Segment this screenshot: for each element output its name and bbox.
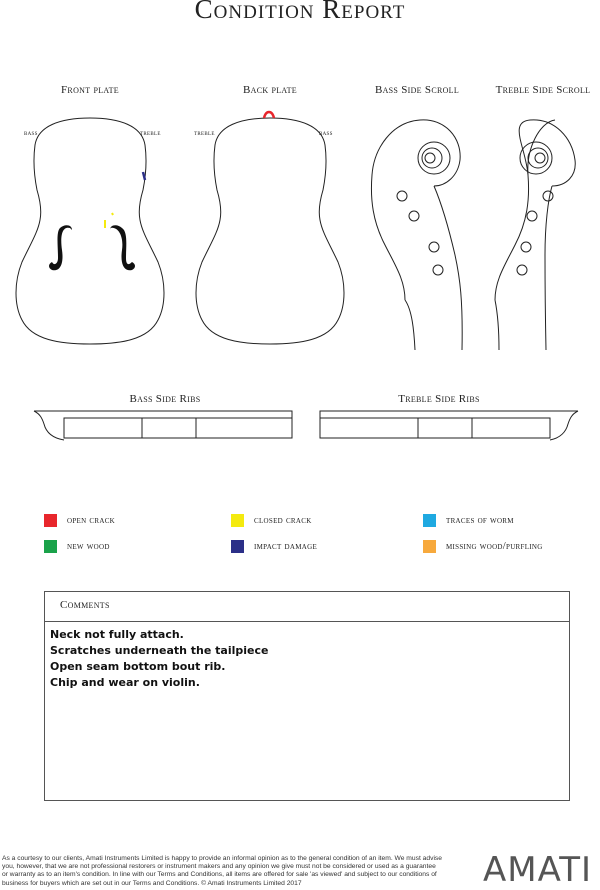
bass-ribs-outline (34, 411, 292, 440)
treble-ribs-label: Treble Side Ribs (398, 393, 480, 405)
comment-line: Neck not fully attach. (50, 628, 184, 641)
legend-new-wood: new wood (44, 539, 110, 553)
comment-line: Scratches underneath the tailpiece (50, 644, 269, 657)
legend-impact-damage: impact damage (231, 539, 317, 553)
comments-header (45, 592, 569, 622)
missing-wood-swatch (423, 540, 436, 553)
impact-damage-swatch (231, 540, 244, 553)
new-wood-swatch (44, 540, 57, 553)
back-plate-outline (196, 118, 344, 344)
bass-scroll-outline (371, 120, 462, 350)
legend-missing-wood: missing wood/purfling (423, 539, 543, 553)
brand-logo: AMATI (482, 850, 592, 890)
open-crack-mark (264, 112, 274, 118)
front-treble-label: treble (140, 129, 161, 137)
treble-scroll-outline (495, 120, 575, 350)
treble-ribs-outline (320, 411, 578, 440)
page-title: Condition Report (194, 0, 406, 24)
f-holes (49, 225, 135, 270)
treble-scroll-label: Treble Side Scroll (495, 84, 591, 96)
closed-crack-swatch (231, 514, 244, 527)
legend-open-crack: open crack (44, 513, 115, 527)
comment-line: Open seam bottom bout rib. (50, 660, 226, 673)
comments-text (50, 627, 268, 691)
legend-closed-crack: closed crack (231, 513, 312, 527)
comments-box (44, 591, 570, 801)
comments-title: Comments (60, 599, 110, 611)
comment-line: Chip and wear on violin. (50, 676, 200, 689)
back-plate-label: Back plate (243, 84, 297, 96)
bass-scroll-label: Bass Side Scroll (374, 84, 460, 96)
front-bass-label: bass (24, 129, 38, 137)
impact-damage-mark (143, 172, 145, 180)
disclaimer-footnote: As a courtesy to our clients, Amati Instruments Limited is happy to provide an informal opinion as to the general condition of an item. We must advise you, however, that we are not professional restorers or instrument makers and any opinion we give must not be considered or used as a guarantee or warranty as to an item's condition. In line with our Terms and Conditions, all items are offered for sale 'as viewed' and subject to our conditions of business for buyers which are set out in our Terms and Conditions. © Amati Instruments Limited 2017 (2, 855, 442, 887)
traces-of-worm-swatch (423, 514, 436, 527)
bass-ribs-label: Bass Side Ribs (129, 393, 201, 405)
legend-traces-of-worm: traces of worm (423, 513, 514, 527)
back-bass-label: bass (319, 129, 333, 137)
front-plate-outline (16, 118, 164, 344)
back-treble-label: treble (194, 129, 215, 137)
open-crack-swatch (44, 514, 57, 527)
front-plate-label: Front plate (61, 84, 119, 96)
closed-crack-mark-2 (112, 213, 113, 215)
